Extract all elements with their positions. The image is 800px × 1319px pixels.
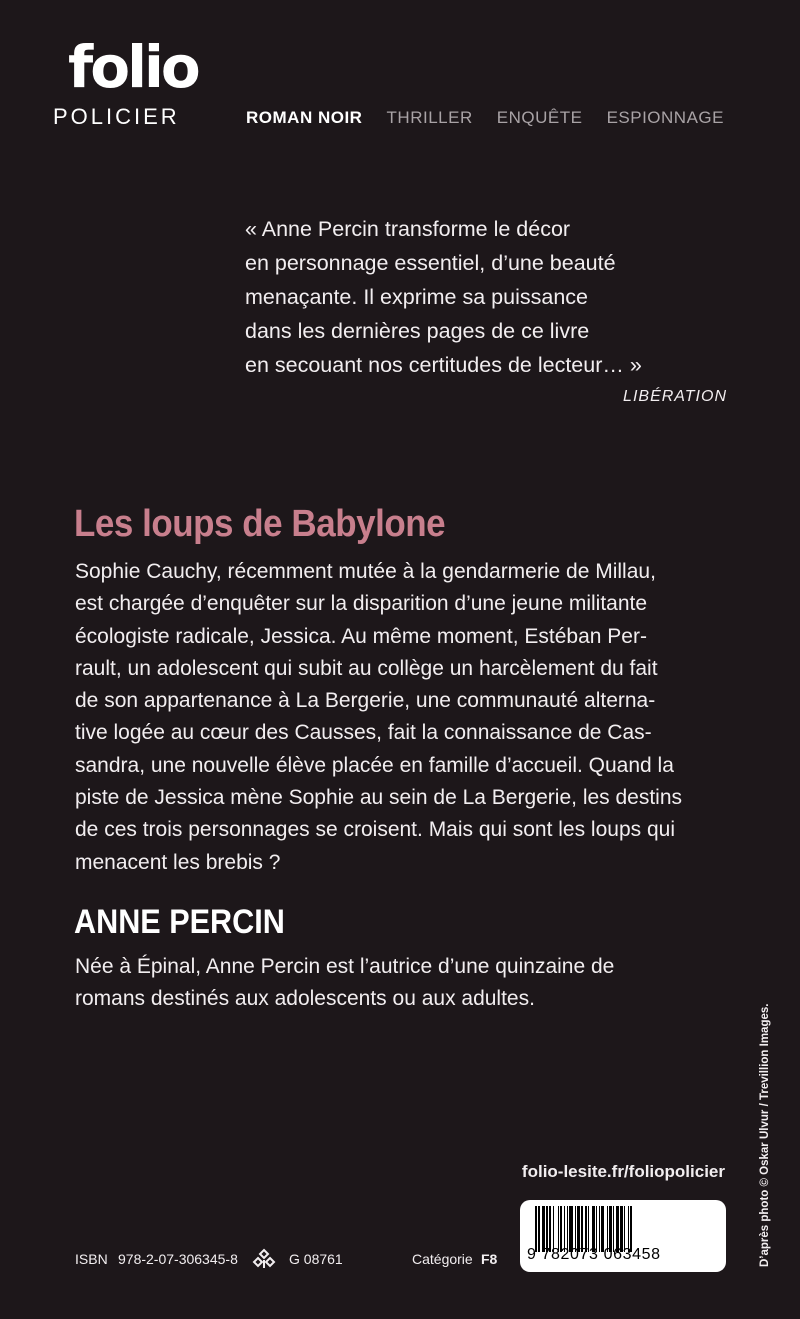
genre-list: [246, 108, 724, 128]
quote-line: « Anne Percin transforme le décor: [245, 217, 571, 241]
quote-line: dans les dernières pages de ce livre: [245, 319, 590, 343]
synopsis-line: de ces trois personnages se croisent. Mais qui sont les loups qui: [75, 818, 675, 842]
genre-espionnage: ESPIONNAGE: [606, 108, 724, 127]
publisher-emblem-icon: [252, 1248, 276, 1270]
category-value: F8: [481, 1251, 498, 1267]
barcode: [520, 1200, 726, 1272]
author-name: ANNE PERCIN: [74, 903, 285, 941]
synopsis-line: tive logée au cœur des Causses, fait la connaissance de Cas-: [75, 721, 652, 745]
bio-line: Née à Épinal, Anne Percin est l’autrice d’une quinzaine de: [75, 955, 615, 978]
policier-logo: POLICIER: [53, 104, 180, 129]
synopsis-line: de son appartenance à La Bergerie, une communauté alterna-: [75, 689, 656, 713]
quote-line: menaçante. Il exprime sa puissance: [245, 285, 588, 309]
synopsis-line: écologiste radicale, Jessica. Au même moment, Estéban Per-: [75, 624, 647, 648]
barcode-digits: 9 782073 063458: [527, 1246, 661, 1263]
isbn-number: 978-2-07-306345-8: [118, 1251, 238, 1267]
category-label: Catégorie: [412, 1251, 473, 1267]
quote-line: en personnage essentiel, d’une beauté: [245, 251, 616, 275]
synopsis-line: piste de Jessica mène Sophie au sein de La Bergerie, les destins: [75, 786, 683, 810]
photo-credit: D’après photo © Oskar Ulvur / Trevillion Images.: [759, 1003, 771, 1267]
genre-thriller: THRILLER: [386, 108, 473, 127]
publisher-code: G 08761: [289, 1251, 343, 1267]
quote-source: LIBÉRATION: [623, 388, 727, 405]
author-bio: [75, 951, 727, 1016]
website-link[interactable]: folio-lesite.fr/foliopolicier: [521, 1162, 725, 1181]
quote-line: en secouant nos certitudes de lecteur… »: [245, 353, 642, 377]
genre-roman-noir: ROMAN NOIR: [246, 108, 363, 127]
synopsis-line: Sophie Cauchy, récemment mutée à la gendarmerie de Millau,: [75, 560, 656, 583]
folio-logo: folio: [68, 33, 198, 101]
synopsis: [75, 556, 727, 879]
bio-line: romans destinés aux adolescents ou aux adultes.: [75, 987, 535, 1011]
book-title: Les loups de Babylone: [74, 503, 446, 545]
synopsis-line: menacent les brebis ?: [75, 850, 281, 874]
synopsis-line: rault, un adolescent qui subit au collège un harcèlement du fait: [75, 656, 658, 680]
genre-enquete: ENQUÊTE: [496, 108, 583, 127]
synopsis-line: sandra, une nouvelle élève placée en famille d’accueil. Quand la: [75, 753, 674, 777]
press-quote: [245, 212, 725, 382]
isbn-label: ISBN: [75, 1251, 108, 1267]
synopsis-line: est chargée d’enquêter sur la disparition d’une jeune militante: [75, 592, 648, 616]
